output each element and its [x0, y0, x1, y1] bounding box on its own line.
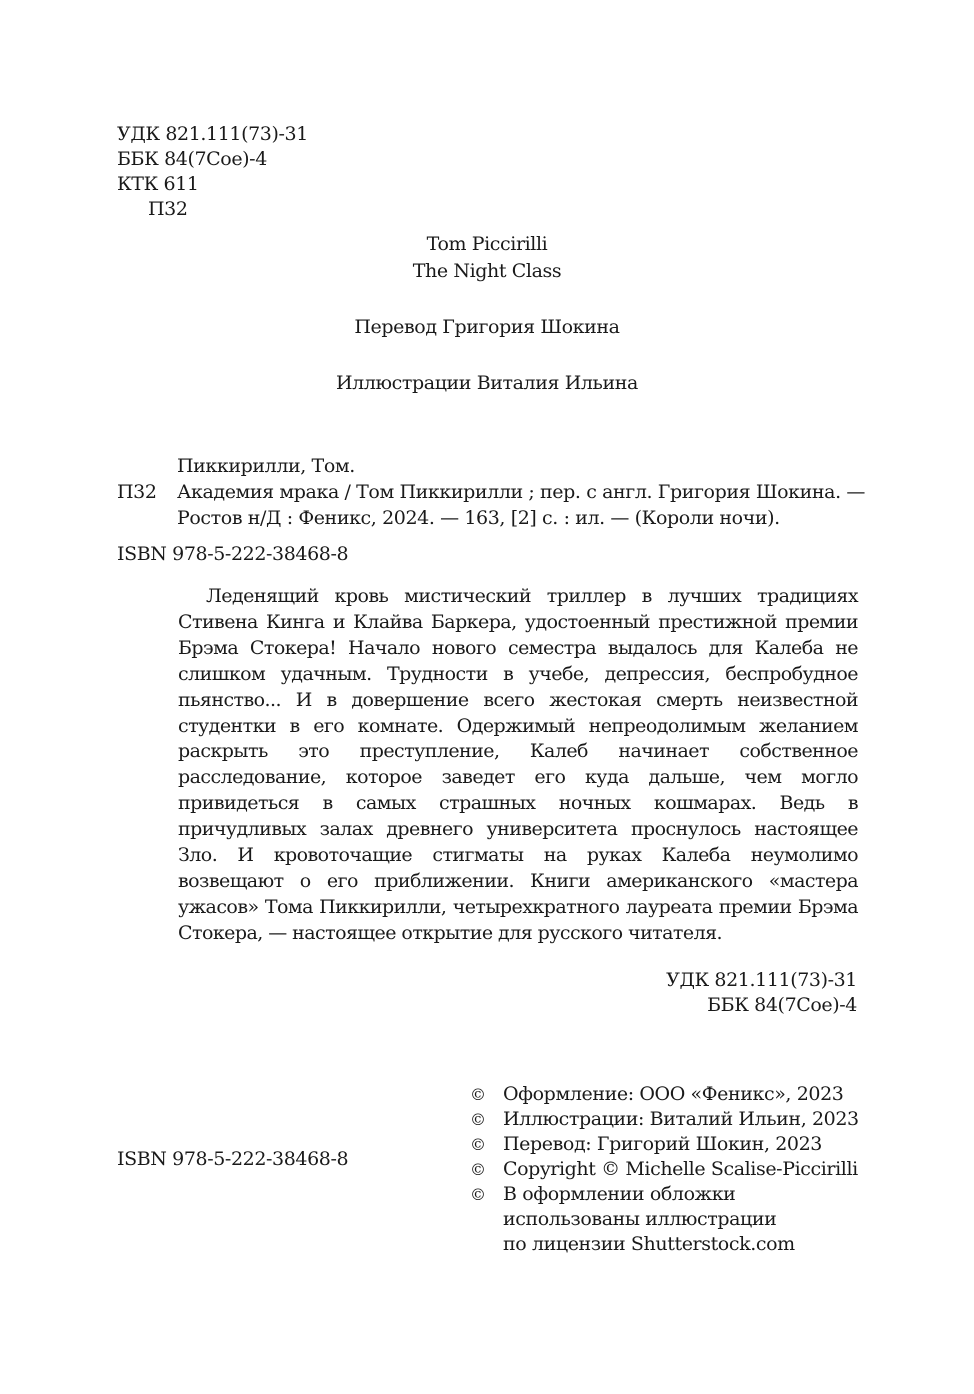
- classification-codes-top: [117, 122, 308, 222]
- translator-credit: Перевод Григория Шокина: [354, 316, 620, 338]
- udk-code: УДК 821.111(73)-31: [117, 123, 308, 145]
- bib-author-mark: П32: [117, 481, 157, 503]
- cover-note-line: по лицензии Shutterstock.com: [503, 1233, 795, 1255]
- bib-heading: Пиккирилли, Том.: [177, 455, 355, 477]
- bib-code-spacer: [117, 505, 177, 531]
- classification-codes-bottom: [666, 968, 857, 1018]
- original-author: Tom Piccirilli: [426, 233, 548, 255]
- copyright-text: Иллюстрации: Виталий Ильин, 2023: [503, 1108, 859, 1130]
- copyright-text: Оформление: ООО «Феникс», 2023: [503, 1083, 844, 1105]
- isbn: ISBN 978-5-222-38468-8: [117, 543, 349, 565]
- cover-note-continuation: [470, 1207, 859, 1232]
- copyright-item: [470, 1182, 859, 1207]
- original-title: The Night Class: [412, 260, 562, 282]
- bbk-code-bottom: ББК 84(7Сое)-4: [707, 994, 857, 1016]
- cover-note-line: использованы иллюстрации: [503, 1208, 777, 1230]
- copyright-notices: [470, 1082, 859, 1257]
- udk-code-bottom: УДК 821.111(73)-31: [666, 969, 857, 991]
- ktk-code: КТК 611: [117, 173, 199, 195]
- copyright-icon: ©: [470, 1185, 486, 1204]
- annotation-text: Леденящий кровь мистический триллер в лучших традициях Стивена Кинга и Клайва Баркера, удостоенный престижной премии Брэма Стокера! Начало нового семестра выдалось для Калеба не слишком удачным. Трудности в учебе, депрессия, беспробудное пьянство... И в довершение всего жестокая смерть неизвестной студентки в его комнате. Одержимый непреодолимым желанием раскрыть это преступление, Калеб начинает собственное расследование, которое заведет его куда дальше, чем могло привидеться в самых страшных ночных кошмарах. Ведь в причудливых залах древнего университета проснулось настоящее Зло. И кровоточащие стигматы на руках Калеба неумолимо возвещают о его приближении. Книги американского «мастера ужасов» Тома Пиккирилли, четырехкратного лауреата премии Брэма Стокера, — настоящее открытие для русского читателя.: [178, 585, 858, 944]
- copyright-item: [470, 1157, 859, 1182]
- copyright-icon: ©: [470, 1135, 486, 1154]
- bib-code-spacer: [117, 453, 177, 479]
- author-mark: П32: [148, 198, 188, 220]
- copyright-item: [470, 1132, 859, 1157]
- copyright-text: Copyright © Michelle Scalise-Piccirilli: [503, 1158, 858, 1180]
- copyright-item: [470, 1082, 859, 1107]
- copyright-icon: ©: [470, 1085, 486, 1104]
- isbn-bottom: ISBN 978-5-222-38468-8: [117, 1148, 349, 1170]
- bibliographic-record: [117, 453, 865, 531]
- annotation: [178, 584, 858, 947]
- illustrator-credit: Иллюстрации Виталия Ильина: [336, 372, 638, 394]
- cover-note-continuation: [470, 1232, 859, 1257]
- bib-description-line-1: Академия мрака / Том Пиккирилли ; пер. с англ. Григория Шокина. —: [177, 481, 865, 503]
- bib-description-line-2: Ростов н/Д : Феникс, 2024. — 163, [2] с. : ил. — (Короли ночи).: [177, 507, 780, 529]
- copyright-icon: ©: [470, 1110, 486, 1129]
- copyright-text: Перевод: Григорий Шокин, 2023: [503, 1133, 822, 1155]
- copyright-item: [470, 1107, 859, 1132]
- copyright-icon: ©: [470, 1160, 486, 1179]
- cover-note-line: В оформлении обложки: [503, 1183, 736, 1205]
- bbk-code: ББК 84(7Сое)-4: [117, 148, 267, 170]
